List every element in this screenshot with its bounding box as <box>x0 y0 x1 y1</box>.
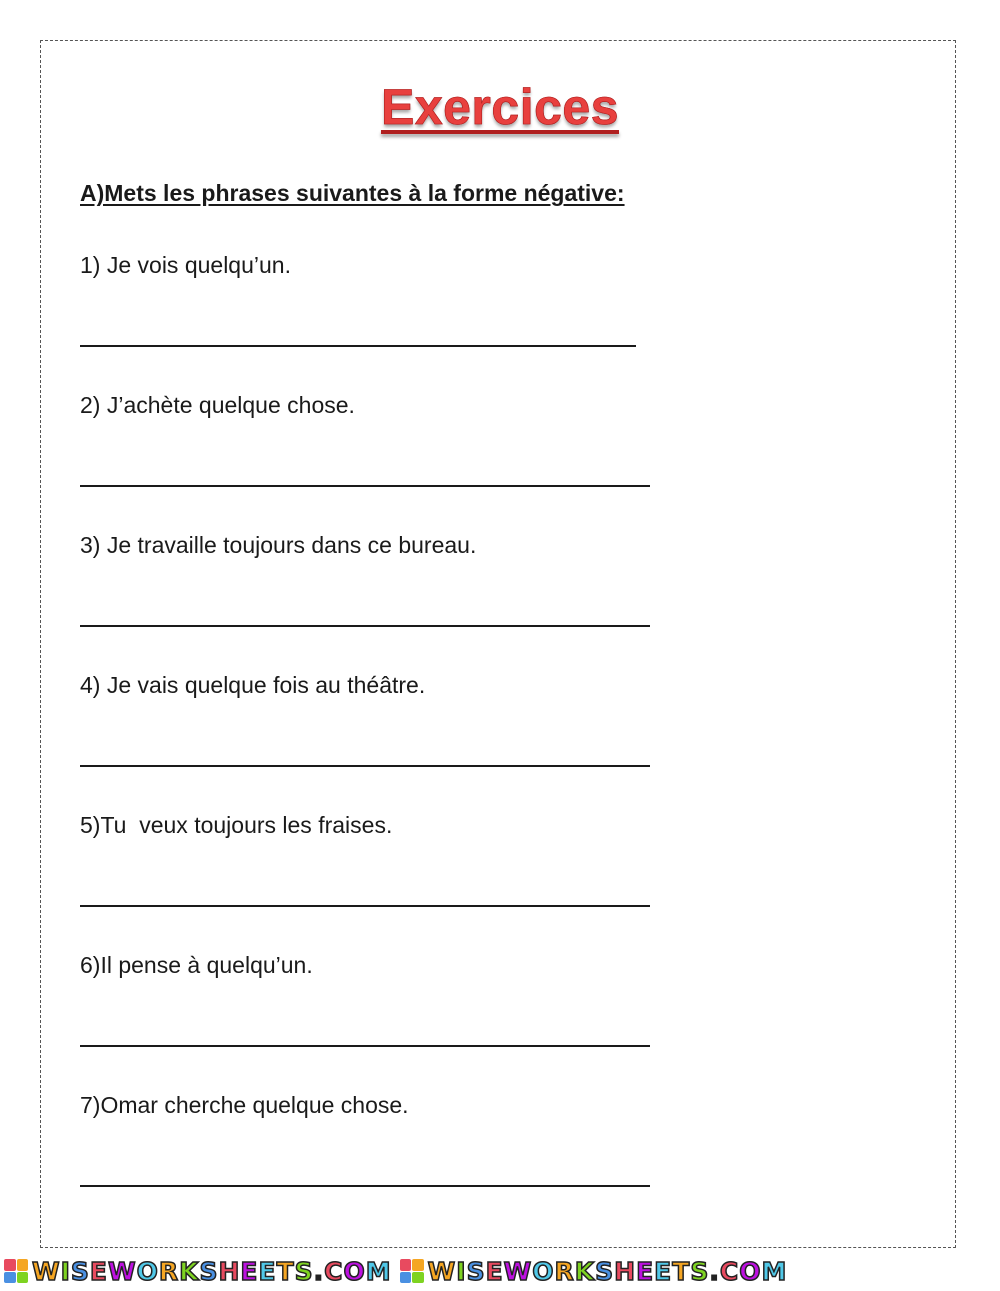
brand-2 <box>396 1257 788 1286</box>
page-title <box>0 78 1000 136</box>
brand-text: WISEWORKSHEETS.COM <box>427 1256 788 1286</box>
question-7: 7)Omar cherche quelque chose. <box>80 1092 409 1118</box>
answer-line-1[interactable] <box>80 345 636 347</box>
brand-logo-icon <box>4 1259 28 1283</box>
worksheet-border <box>40 40 956 1248</box>
answer-line-5[interactable] <box>80 905 650 907</box>
question-5: 5)Tu veux toujours les fraises. <box>80 812 393 838</box>
question-2: 2) J’achète quelque chose. <box>80 392 355 418</box>
question-6: 6)Il pense à quelqu’un. <box>80 952 313 978</box>
brand-text: WISEWORKSHEETS.COM <box>32 1256 392 1286</box>
footer-watermark <box>0 1256 1000 1286</box>
question-1: 1) Je vois quelqu’un. <box>80 252 291 278</box>
exercise-instruction: A)Mets les phrases suivantes à la forme négative: <box>80 180 625 206</box>
answer-line-4[interactable] <box>80 765 650 767</box>
answer-line-3[interactable] <box>80 625 650 627</box>
page-title-text: Exercices <box>380 79 620 135</box>
question-3: 3) Je travaille toujours dans ce bureau. <box>80 532 477 558</box>
answer-line-6[interactable] <box>80 1045 650 1047</box>
brand-logo-icon <box>400 1259 424 1283</box>
answer-line-2[interactable] <box>80 485 650 487</box>
answer-line-7[interactable] <box>80 1185 650 1187</box>
question-4: 4) Je vais quelque fois au théâtre. <box>80 672 426 698</box>
brand-1 <box>0 1257 392 1286</box>
